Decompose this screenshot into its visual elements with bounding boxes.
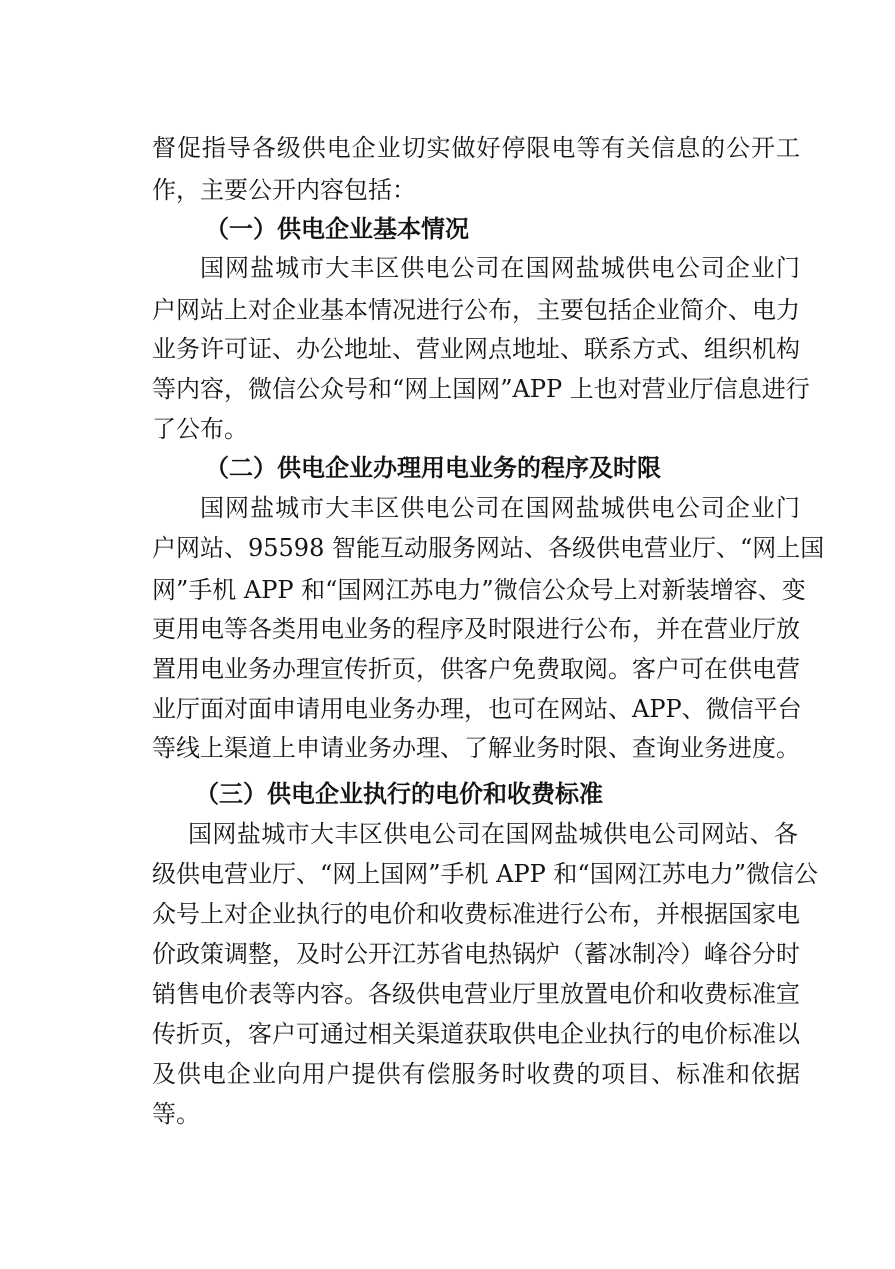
section-heading-2: （二）供电企业办理用电业务的程序及时限 [205, 453, 661, 482]
paragraph-line: 了公布。 [152, 415, 248, 443]
section-heading-3: （三）供电企业执行的电价和收费标准 [195, 779, 603, 808]
paragraph-line: 督促指导各级供电企业切实做好停限电等有关信息的公开工 [152, 134, 800, 162]
paragraph-line: 价政策调整，及时公开江苏省电热锅炉（蓄冰制冷）峰谷分时 [152, 940, 800, 968]
paragraph-line: 等内容，微信公众号和“网上国网”APP 上也对营业厅信息进行 [152, 375, 810, 403]
paragraph-line: 众号上对企业执行的电价和收费标准进行公布，并根据国家电 [152, 900, 800, 928]
paragraph-line: 传折页，客户可通过相关渠道获取供电企业执行的电价标准以 [152, 1020, 800, 1048]
paragraph-line: 业务许可证、办公地址、营业网点地址、联系方式、组织机构 [152, 335, 800, 363]
paragraph-line: 户网站上对企业基本情况进行公布，主要包括企业简介、电力 [152, 296, 800, 324]
paragraph-line: 等线上渠道上申请业务办理、了解业务时限、查询业务进度。 [152, 734, 800, 762]
paragraph-line: 国网盐城市大丰区供电公司在国网盐城供电公司企业门 [200, 254, 800, 282]
paragraph-line: 等。 [152, 1100, 200, 1128]
paragraph-line: 级供电营业厅、“网上国网”手机 APP 和“国网江苏电力”微信公 [152, 860, 818, 888]
paragraph-line: 更用电等各类用电业务的程序及时限进行公布，并在营业厅放 [152, 615, 800, 643]
section-heading-1: （一）供电企业基本情况 [205, 214, 469, 243]
paragraph-line: 置用电业务办理宣传折页，供客户免费取阅。客户可在供电营 [152, 655, 800, 683]
paragraph-line: 及供电企业向用户提供有偿服务时收费的项目、标准和依据 [152, 1060, 800, 1088]
paragraph-line: 国网盐城市大丰区供电公司在国网盐城供电公司企业门 [200, 494, 800, 522]
paragraph-line: 业厅面对面申请用电业务办理，也可在网站、APP、微信平台 [152, 695, 802, 723]
paragraph-line: 网”手机 APP 和“国网江苏电力”微信公众号上对新装增容、变 [152, 576, 806, 604]
paragraph-line: 国网盐城市大丰区供电公司在国网盐城供电公司网站、各 [188, 820, 798, 848]
paragraph-line: 作，主要公开内容包括： [152, 176, 416, 204]
paragraph-line: 销售电价表等内容。各级供电营业厅里放置电价和收费标准宣 [152, 980, 800, 1008]
paragraph-line: 户网站、95598 智能互动服务网站、各级供电营业厅、“网上国 [152, 534, 825, 562]
